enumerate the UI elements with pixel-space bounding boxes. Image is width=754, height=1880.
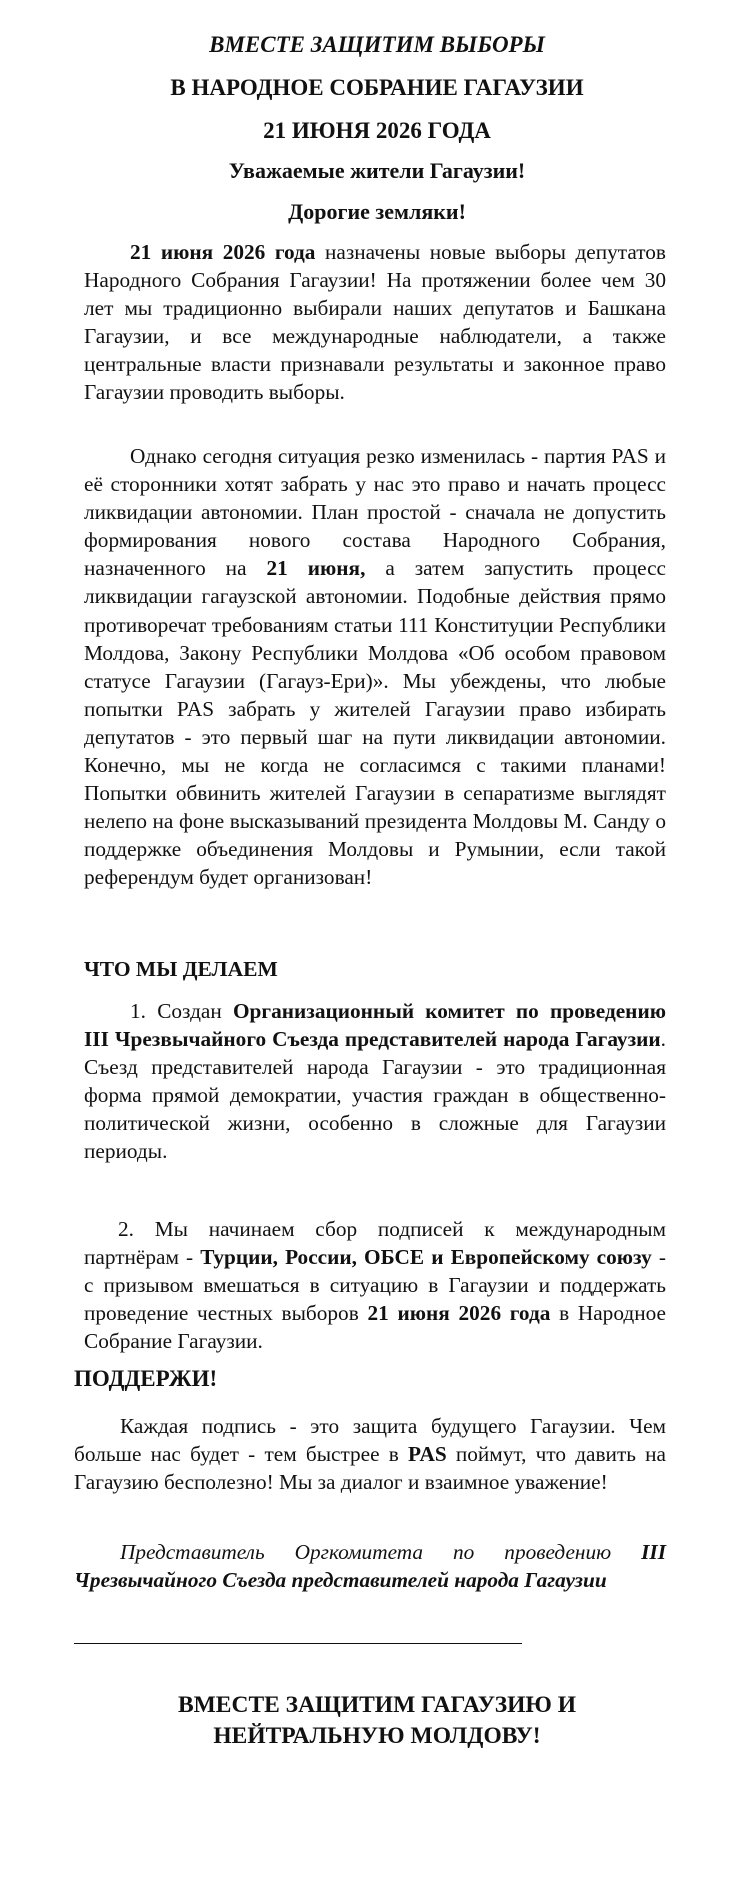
paragraph-elections-text: назначены новые выборы депутатов Народного Собрания Гагаузии! На протяжении более чем 30 лет мы традиционно выбирали наших депутатов и Башкана Гагаузии, и все международные наблюдатели, а также центральные власти признавали результаты и законное право Гагаузии проводить выборы. [84,240,666,405]
support-text-b: поймут, что давить на Гагаузию бесполезно! Мы за диалог и взаимное уважение! [74,1442,666,1495]
list-item-signatures-number: 2. [118,1217,134,1241]
list-item-signatures-partners: Турции, России, ОБСЕ и Европейскому союзу [200,1245,652,1270]
representative-line [74,1538,666,1594]
support-text-a: Каждая подпись - это защита будущего Гагаузии. Чем больше нас будет - тем быстрее в [74,1414,666,1467]
support-heading: ПОДДЕРЖИ! [74,1366,218,1391]
closing-slogan-line-2: НЕЙТРАЛЬНУЮ МОЛДОВУ! [213,1723,541,1749]
paragraph-situation-text-b: а затем запустить процесс ликвидации гагаузской автономии. Подобные действия прямо противоречат требованиям статьи 111 Конституции Республики Молдова, Закону Республики Молдова «Об особом правовом статусе Гагаузии (Гагауз-Ери)». Мы убеждены, что любые попытки PAS забрать у жителей Гагаузии право избирать депутатов - это первый шаг на пути ликвидации автономии. Конечно, мы не когда не согласимся с такими планами! Попытки обвинить жителей Гагаузии в сепаратизме выглядят нелепо на фоне высказываний президента Молдовы М. Санду о поддержке объединения Молдовы и Румынии, если такой референдум будет организован! [84,556,667,890]
paragraph-situation-date: 21 июня, [266,556,366,581]
list-item-signatures-text-c: в Народное Собрание Гагаузии. [84,1301,666,1354]
list-item-signatures-text-b: - с призывом вмешаться в ситуацию в Гагаузии и поддержать проведение честных выборов [84,1245,667,1326]
signature-line [74,1643,522,1644]
paragraph-situation [84,442,666,892]
list-item-committee-bold: Организационный комитет по проведению III Чрезвычайного Съезда представителей народа Гагаузии [84,999,666,1052]
closing-slogan-line-1: ВМЕСТЕ ЗАЩИТИМ ГАГАУЗИЮ И [177,1692,577,1718]
list-item-signatures [84,1215,666,1355]
paragraph-elections [84,238,666,407]
closing-slogan [0,1690,754,1752]
title-line-2: В НАРОДНОЕ СОБРАНИЕ ГАГАУЗИИ [170,75,584,100]
representative-bold: III Чрезвычайного Съезда представителей народа Гагаузии [74,1540,666,1593]
support-pas: PAS [408,1442,447,1467]
list-item-committee-number: 1. [130,999,146,1023]
section-heading-what-we-do: ЧТО МЫ ДЕЛАЕМ [84,957,278,981]
title-line-1: ВМЕСТЕ ЗАЩИТИМ ВЫБОРЫ [209,32,545,57]
list-item-signatures-date: 21 июня 2026 года [367,1301,551,1326]
representative-text: Представитель Оргкомитета по проведению [120,1540,642,1564]
election-date-line: 21 ИЮНЯ 2026 ГОДА [263,118,491,143]
paragraph-elections-date: 21 июня 2026 года [130,240,316,264]
greeting-countrymen: Дорогие земляки! [288,199,466,224]
list-item-committee-text-a: Создан [145,999,233,1023]
support-paragraph [74,1412,666,1496]
list-item-committee-text-b: . Съезд представителей народа Гагаузии - это традиционная форма прямой демократии, участия граждан в общественно-политической жизни, особенно в сложные для Гагаузии периоды. [84,1027,666,1164]
list-item-signatures-text-a: Мы начинаем сбор подписей к международным партнёрам - [84,1217,666,1270]
list-item-committee [84,997,666,1166]
paragraph-situation-text-a: Однако сегодня ситуация резко изменилась - партия PAS и её сторонники хотят забрать у нас это право и начать процесс ликвидации автономии. План простой - сначала не допустить формирования нового состава Народного Собрания, назначенного на [84,444,666,581]
greeting-residents: Уважаемые жители Гагаузии! [228,158,526,183]
